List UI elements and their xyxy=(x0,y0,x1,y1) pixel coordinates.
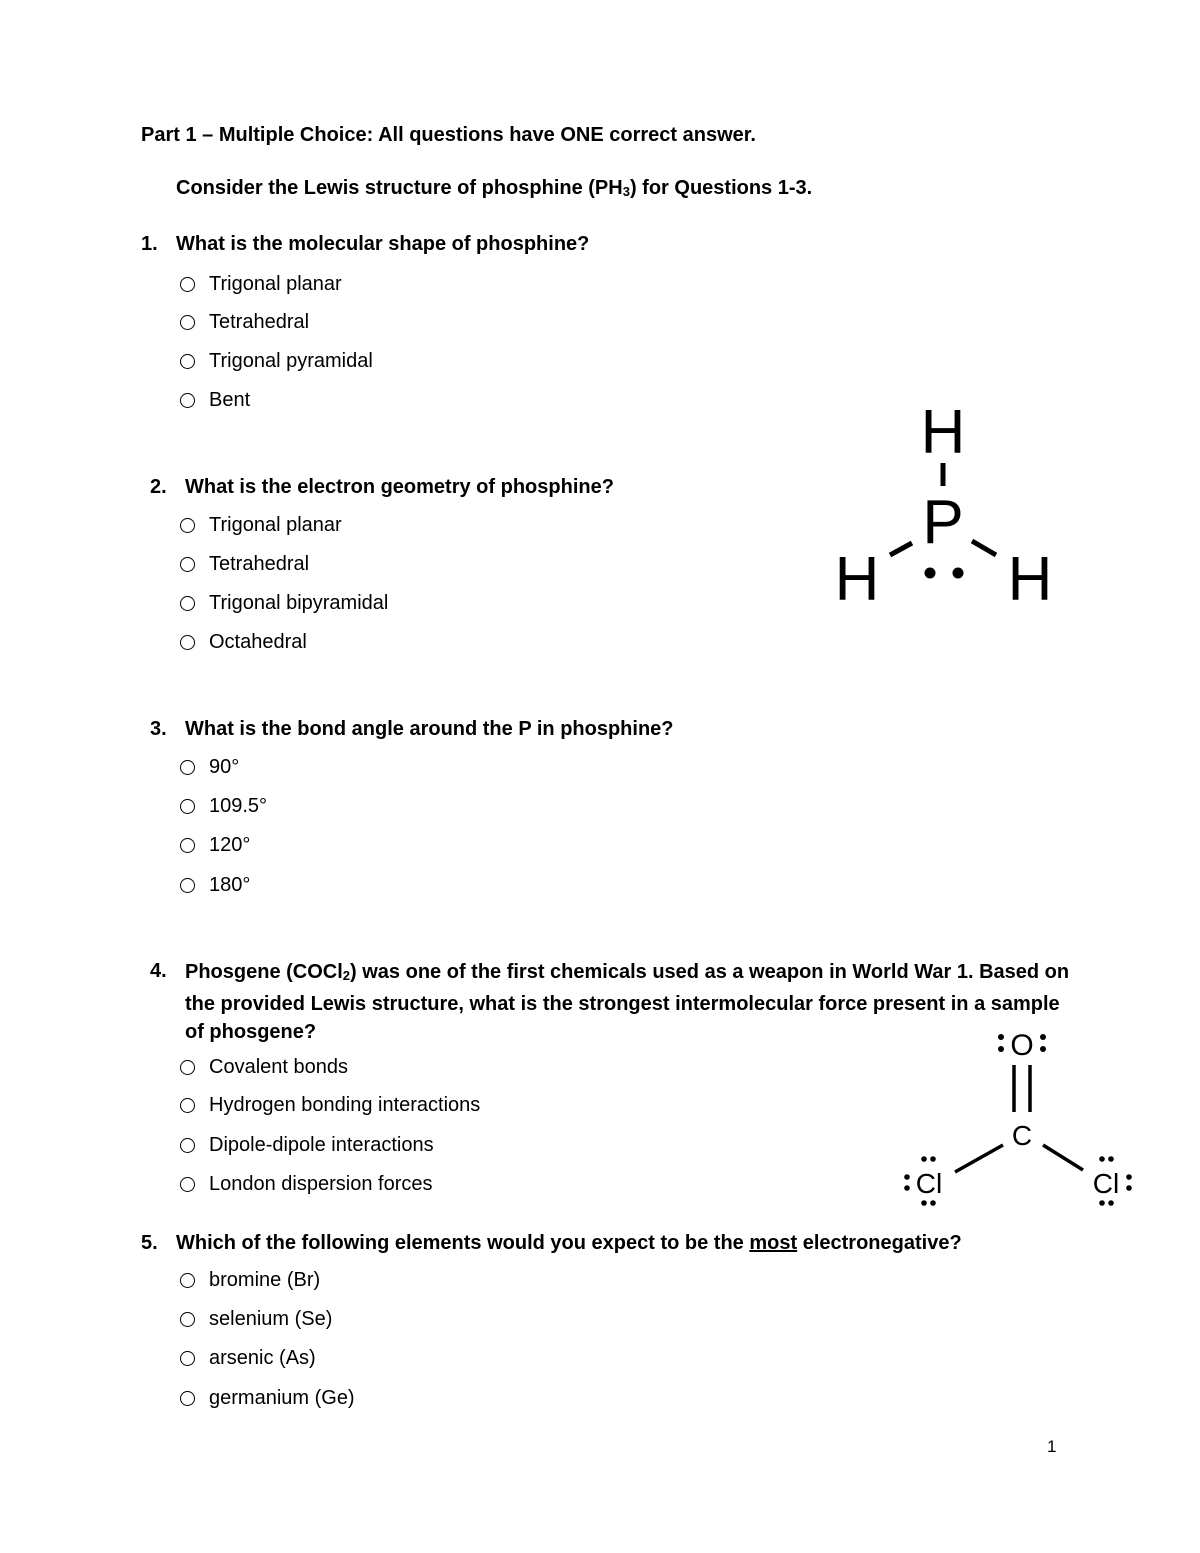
radio-button[interactable] xyxy=(180,1177,195,1192)
question-1-option-c[interactable] xyxy=(180,350,373,373)
question-4-text-before: Phosgene (COCl xyxy=(185,961,343,983)
question-5-underlined-word: most xyxy=(749,1232,798,1254)
radio-button[interactable] xyxy=(180,760,195,775)
question-2-number: 2. xyxy=(150,476,167,498)
question-4-option-c[interactable] xyxy=(180,1134,434,1157)
bond-p-h-left xyxy=(890,543,912,555)
question-1-number: 1. xyxy=(141,233,158,255)
part-title: Part 1 – Multiple Choice: All questions have ONE correct answer. xyxy=(141,124,756,146)
radio-button[interactable] xyxy=(180,557,195,572)
o-left-pair-dot-2 xyxy=(998,1046,1004,1052)
option-label: 109.5° xyxy=(209,795,268,817)
option-label: Tetrahedral xyxy=(209,553,310,575)
radio-button[interactable] xyxy=(180,354,195,369)
bond-c-cl-left xyxy=(955,1145,1003,1172)
question-4-number: 4. xyxy=(150,960,167,982)
intro-text xyxy=(176,177,812,200)
question-5-text-before: Which of the following elements would you expect to be the xyxy=(176,1232,750,1254)
o-right-pair-dot-2 xyxy=(1040,1046,1046,1052)
radio-button[interactable] xyxy=(180,878,195,893)
option-label: germanium (Ge) xyxy=(209,1387,355,1409)
cl-right-side-dot-1 xyxy=(1126,1174,1132,1180)
option-label: Trigonal pyramidal xyxy=(209,350,373,372)
radio-button[interactable] xyxy=(180,1391,195,1406)
question-4-option-d[interactable] xyxy=(180,1173,432,1196)
page-number: 1 xyxy=(1047,1437,1057,1456)
radio-button[interactable] xyxy=(180,596,195,611)
radio-button[interactable] xyxy=(180,315,195,330)
question-5-option-d[interactable] xyxy=(180,1387,355,1410)
phosgene-oxygen: O xyxy=(1010,1029,1034,1062)
radio-button[interactable] xyxy=(180,518,195,533)
option-label: selenium (Se) xyxy=(209,1308,333,1330)
phosgene-left-cl: Cl xyxy=(915,1168,943,1199)
radio-button[interactable] xyxy=(180,1138,195,1153)
question-1-text: What is the molecular shape of phosphine? xyxy=(176,233,590,255)
cl-left-side-dot-1 xyxy=(904,1174,910,1180)
bond-p-h-right xyxy=(972,541,996,555)
cl-left-bottom-dot-1 xyxy=(921,1200,927,1206)
question-3-option-a[interactable] xyxy=(180,756,239,779)
o-left-pair-dot-1 xyxy=(998,1034,1004,1040)
cl-left-top-dot-2 xyxy=(930,1156,936,1162)
radio-button[interactable] xyxy=(180,277,195,292)
option-label: bromine (Br) xyxy=(209,1269,321,1291)
option-label: Trigonal planar xyxy=(209,514,342,536)
cl-right-bottom-dot-1 xyxy=(1099,1200,1105,1206)
phosgene-right-cl: Cl xyxy=(1092,1168,1120,1199)
question-1-option-a[interactable] xyxy=(180,273,342,296)
option-label: Trigonal bipyramidal xyxy=(209,592,389,614)
question-5-text-after: electronegative? xyxy=(797,1232,962,1254)
question-3-text: What is the bond angle around the P in phosphine? xyxy=(185,718,674,740)
phosphine-right-h: H xyxy=(1007,545,1053,614)
phosphine-center-p: P xyxy=(922,488,964,557)
cl-right-side-dot-2 xyxy=(1126,1185,1132,1191)
cl-left-side-dot-2 xyxy=(904,1185,910,1191)
radio-button[interactable] xyxy=(180,1351,195,1366)
option-label: Tetrahedral xyxy=(209,311,310,333)
question-5-number: 5. xyxy=(141,1232,158,1254)
option-label: 180° xyxy=(209,874,251,896)
question-2-option-d[interactable] xyxy=(180,631,307,654)
question-4-option-b[interactable] xyxy=(180,1094,480,1117)
question-4-text-after: ) was one of the first chemicals used as a weapon in World War 1. Based on the provided Lewis structure, what is the strongest intermolecular force present in a sample of phosgene? xyxy=(185,961,1070,1043)
question-2-text: What is the electron geometry of phosphine? xyxy=(185,476,614,498)
lone-pair-dot-1 xyxy=(925,568,936,579)
option-label: Dipole-dipole interactions xyxy=(209,1134,434,1156)
radio-button[interactable] xyxy=(180,1312,195,1327)
phosgene-lewis-structure xyxy=(895,1022,1140,1212)
bond-c-cl-right xyxy=(1043,1145,1083,1170)
radio-button[interactable] xyxy=(180,1060,195,1075)
question-3-option-d[interactable] xyxy=(180,874,250,897)
radio-button[interactable] xyxy=(180,799,195,814)
question-2-option-b[interactable] xyxy=(180,553,309,576)
radio-button[interactable] xyxy=(180,1098,195,1113)
question-3-number: 3. xyxy=(150,718,167,740)
phosphine-top-h: H xyxy=(920,398,966,467)
option-label: 90° xyxy=(209,756,240,778)
cl-left-bottom-dot-2 xyxy=(930,1200,936,1206)
radio-button[interactable] xyxy=(180,393,195,408)
phosgene-carbon: C xyxy=(1011,1120,1033,1151)
phosphine-lewis-structure xyxy=(820,390,1080,620)
option-label: Hydrogen bonding interactions xyxy=(209,1094,481,1116)
question-4-option-a[interactable] xyxy=(180,1056,348,1079)
radio-button[interactable] xyxy=(180,635,195,650)
cl-right-top-dot-2 xyxy=(1108,1156,1114,1162)
lone-pair-dot-2 xyxy=(953,568,964,579)
question-1-option-d[interactable] xyxy=(180,389,250,412)
radio-button[interactable] xyxy=(180,1273,195,1288)
option-label: 120° xyxy=(209,834,251,856)
phosphine-left-h: H xyxy=(834,545,880,614)
o-right-pair-dot-1 xyxy=(1040,1034,1046,1040)
cl-right-top-dot-1 xyxy=(1099,1156,1105,1162)
option-label: Covalent bonds xyxy=(209,1056,348,1078)
question-3-option-c[interactable] xyxy=(180,834,250,857)
question-1-option-b[interactable] xyxy=(180,311,309,334)
option-label: Bent xyxy=(209,389,251,411)
intro-text-before: Consider the Lewis structure of phosphine (PH xyxy=(176,177,623,199)
question-3-option-b[interactable] xyxy=(180,795,267,818)
question-5-option-b[interactable] xyxy=(180,1308,332,1331)
option-label: London dispersion forces xyxy=(209,1173,433,1195)
question-4-subscript: 2 xyxy=(342,968,351,983)
option-label: Trigonal planar xyxy=(209,273,342,295)
option-label: arsenic (As) xyxy=(209,1347,316,1369)
question-2-option-a[interactable] xyxy=(180,514,342,537)
intro-text-after: ) for Questions 1-3. xyxy=(629,177,813,199)
intro-subscript: 3 xyxy=(622,184,630,199)
question-5-text xyxy=(176,1232,962,1255)
radio-button[interactable] xyxy=(180,838,195,853)
cl-right-bottom-dot-2 xyxy=(1108,1200,1114,1206)
option-label: Octahedral xyxy=(209,631,307,653)
question-5-option-c[interactable] xyxy=(180,1347,316,1370)
question-2-option-c[interactable] xyxy=(180,592,388,615)
question-5-option-a[interactable] xyxy=(180,1269,320,1292)
cl-left-top-dot-1 xyxy=(921,1156,927,1162)
